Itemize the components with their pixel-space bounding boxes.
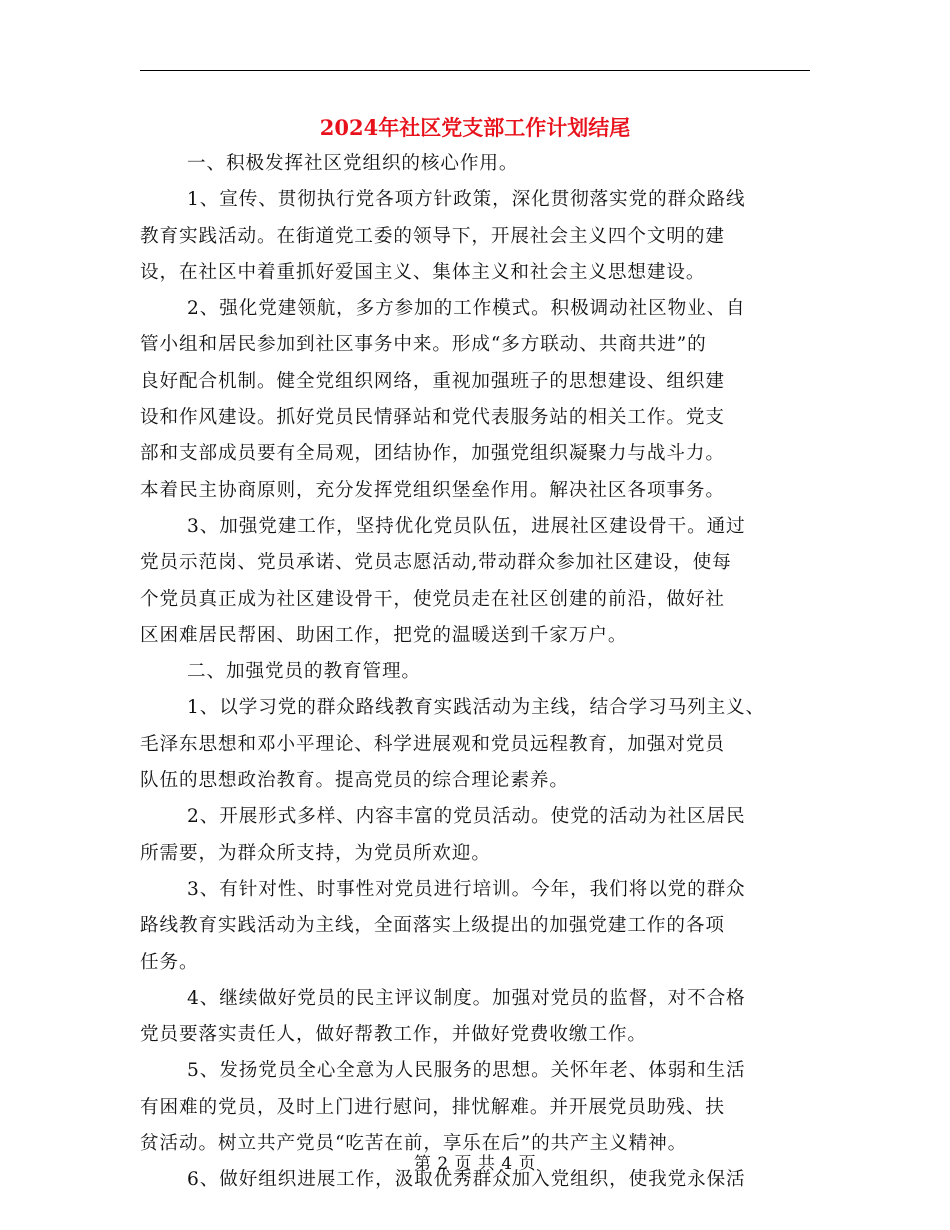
text-line: 3、有针对性、时事性对党员进行培训。今年，我们将以党的群众 [187,878,746,900]
text-line: 设，在社区中着重抓好爱国主义、集体主义和社会主义思想建设。 [140,261,706,283]
document-title: 2024年社区党支部工作计划结尾 [319,115,631,140]
text-line: 路线教育实践活动为主线，全面落实上级提出的加强党建工作的各项 [140,915,725,937]
text-line: 毛泽东思想和邓小平理论、科学进展观和党员远程教育，加强对党员 [140,733,725,755]
text-line: 部和支部成员要有全局观，团结协作，加强党组织凝聚力与战斗力。 [140,443,725,465]
text-line: 贫活动。树立共产党员“吃苦在前，享乐在后”的共产主义精神。 [140,1133,688,1155]
text-line: 所需要，为群众所支持，为党员所欢迎。 [140,842,491,864]
text-line: 5、发扬党员全心全意为人民服务的思想。关怀年老、体弱和生活 [187,1060,746,1082]
text-line: 6、做好组织进展工作，汲取优秀群众加入党组织，使我党永保活 [187,1169,746,1191]
text-line: 队伍的思想政治教育。提高党员的综合理论素养。 [140,770,569,792]
text-line: 3、加强党建工作，坚持优化党员队伍，进展社区建设骨干。通过 [187,515,746,537]
text-line: 本着民主协商原则，充分发挥党组织堡垒作用。解决社区各项事务。 [140,479,725,501]
text-line: 2、强化党建领航，多方参加的工作模式。积极调动社区物业、自 [187,298,746,320]
text-line: 2、开展形式多样、内容丰富的党员活动。使党的活动为社区居民 [187,806,746,828]
text-line: 个党员真正成为社区建设骨干，使党员走在社区创建的前沿，做好社 [140,588,725,610]
text-line: 4、继续做好党员的民主评议制度。加强对党员的监督，对不合格 [187,987,746,1009]
header-rule [140,70,810,71]
text-line: 1、以学习党的群众路线教育实践活动为主线，结合学习马列主义、 [187,697,766,719]
text-line: 良好配合机制。健全党组织网络，重视加强班子的思想建设、组织建 [140,370,725,392]
text-line: 教育实践活动。在街道党工委的领导下，开展社会主义四个文明的建 [140,225,725,247]
document-body [140,146,810,1199]
text-line: 管小组和居民参加到社区事务中来。形成“多方联动、共商共进”的 [140,334,707,356]
text-line: 设和作风建设。抓好党员民情驿站和党代表服务站的相关工作。党支 [140,407,725,429]
text-line: 党员要落实责任人，做好帮教工作，并做好党费收缴工作。 [140,1024,647,1046]
text-line: 区困难居民帮困、助困工作，把党的温暖送到千家万户。 [140,624,628,646]
text-line: 党员示范岗、党员承诺、党员志愿活动,带动群众参加社区建设，使每 [140,552,732,574]
text-line: 一、积极发挥社区党组织的核心作用。 [187,153,519,174]
text-line: 任务。 [140,951,199,973]
text-line: 二、加强党员的教育管理。 [187,661,421,683]
page-number-footer: 第 2 页 共 4 页 [413,1154,537,1174]
text-line: 1、宣传、贯彻执行党各项方针政策，深化贯彻落实党的群众路线 [187,189,746,211]
text-line: 有困难的党员，及时上门进行慰问，排忧解难。并开展党员助残、扶 [140,1096,725,1118]
